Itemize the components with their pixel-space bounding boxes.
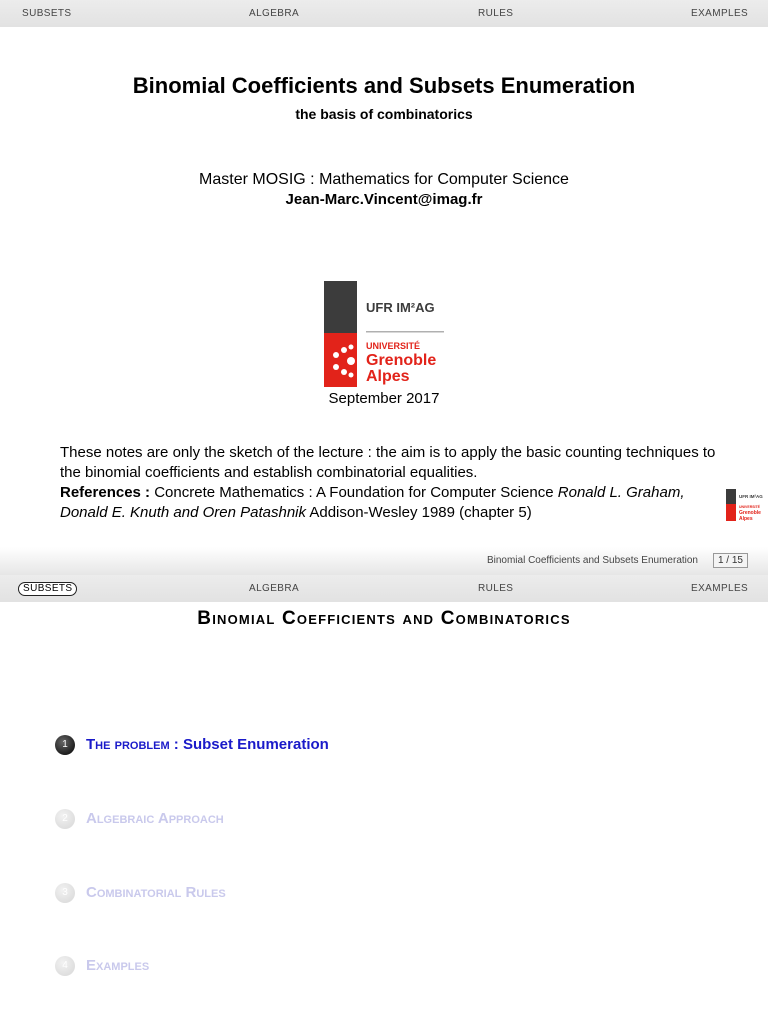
nav-rules[interactable]: RULES: [478, 583, 514, 594]
references-authors: Ronald L. Graham, Donald E. Knuth and Oren Patashnik: [60, 484, 685, 521]
nav-examples[interactable]: EXAMPLES: [691, 583, 749, 594]
mini-uga-logo-graphic: [726, 489, 766, 521]
uga-logo-graphic: [324, 281, 446, 387]
logo-line-universite: UNIVERSITÉ: [366, 341, 421, 351]
toc-label: Examples: [86, 957, 150, 974]
bottom-navbar: [0, 575, 768, 602]
page-counter[interactable]: 1 / 15: [713, 553, 748, 568]
notes-text: These notes are only the sketch of the lecture : the aim is to apply the basic counting techniques to the binomial coefficients and establish combinatorial equalities.: [60, 444, 716, 481]
toc-number-badge: 4: [55, 956, 75, 976]
toc-label: Combinatorial Rules: [86, 884, 226, 901]
course-name: Master MOSIG : Mathematics for Computer Science: [199, 171, 569, 188]
toc-label: [86, 734, 329, 756]
top-navbar: [0, 0, 768, 27]
mini-logo-line-alpes: Alpes: [739, 516, 753, 521]
toc-label: Algebraic Approach: [86, 810, 224, 827]
references-book: Concrete Mathematics : A Foundation for Computer Science: [154, 484, 554, 501]
lecture-date: September 2017: [328, 390, 440, 407]
toc-label-sc: The problem: [86, 736, 170, 753]
references-publisher: Addison-Wesley 1989 (chapter 5): [309, 504, 532, 521]
title-slide: [0, 27, 768, 547]
toc-number-badge: 3: [55, 883, 75, 903]
logo-line-alpes: Alpes: [366, 368, 410, 385]
lecture-notes: [60, 443, 720, 523]
nav-rules[interactable]: RULES: [478, 8, 514, 19]
slide-subtitle: the basis of combinatorics: [295, 106, 473, 122]
mini-logo-line-universite: UNIVERSITÉ: [739, 505, 761, 509]
author-email: Jean-Marc.Vincent@imag.fr: [285, 191, 483, 208]
references-label: References :: [60, 484, 151, 501]
toc-label-rest: : Subset Enumeration: [169, 736, 329, 753]
mini-university-logo: [726, 489, 766, 526]
nav-algebra[interactable]: ALGEBRA: [249, 8, 300, 19]
logo-line-grenoble: Grenoble: [366, 352, 437, 369]
nav-subsets[interactable]: SUBSETS: [22, 8, 72, 19]
slide-title: Binomial Coefficients and Subsets Enumeration: [132, 73, 636, 98]
toc-number-badge: 2: [55, 809, 75, 829]
nav-examples[interactable]: EXAMPLES: [691, 8, 749, 19]
logo-line-ufr: UFR IM²AG: [366, 300, 435, 315]
outline-title: Binomial Coefficients and Combinatorics: [197, 608, 571, 629]
mini-logo-line-grenoble: Grenoble: [739, 510, 761, 516]
university-logo: [324, 281, 446, 392]
toc-number-badge: 1: [55, 735, 75, 755]
slide-footer: [0, 547, 768, 575]
mini-logo-line-ufr: UFR IM²AG: [739, 494, 763, 499]
nav-subsets-active[interactable]: SUBSETS: [18, 582, 77, 596]
nav-algebra[interactable]: ALGEBRA: [249, 583, 300, 594]
footer-title: Binomial Coefficients and Subsets Enumeration: [486, 555, 698, 566]
